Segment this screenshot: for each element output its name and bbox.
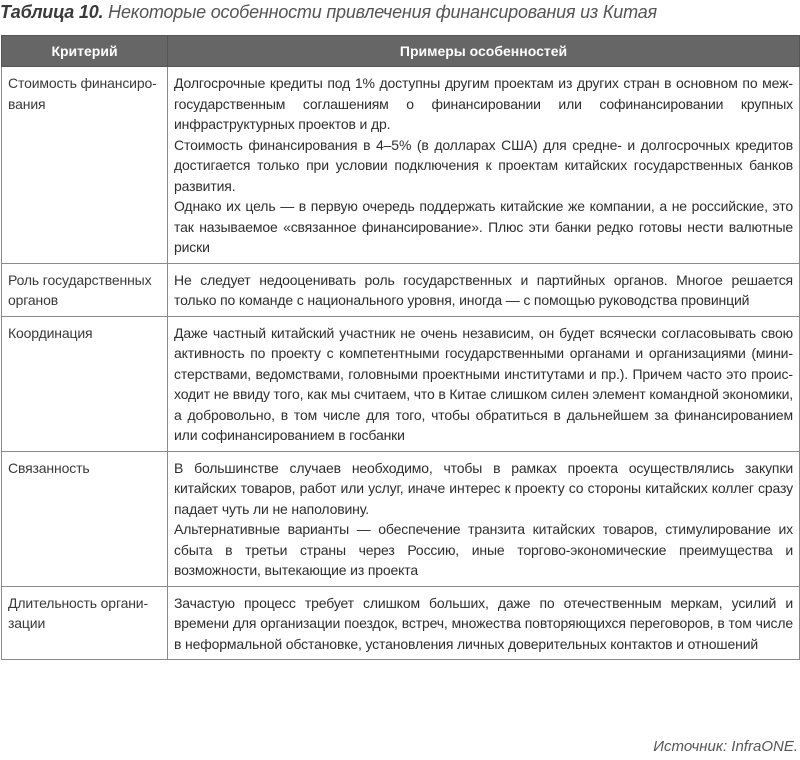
- table-row: [2, 316, 800, 451]
- header-features: Примеры особенностей: [168, 36, 800, 67]
- header-criterion: Критерий: [2, 36, 168, 67]
- table-row: [2, 67, 800, 264]
- criterion-cell: Роль государственных органов: [2, 263, 168, 316]
- table-title: Некоторые особенности привлечения финансирования из Китая: [108, 2, 657, 22]
- features-cell: [168, 263, 800, 316]
- feature-paragraph: Стоимость финансирования в 4–5% (в долларах США) для средне- и долгосрочных кредитов достигается только при условии подключения к проектам китайских государственных банков развития.: [174, 136, 793, 194]
- criterion-cell: Длительность организации: [2, 586, 168, 660]
- table-row: [2, 451, 800, 586]
- features-cell: [168, 316, 800, 451]
- table-row: [2, 586, 800, 660]
- features-cell: [168, 586, 800, 660]
- feature-paragraph: Долгосрочные кредиты под 1% доступны другим проектам из других стран в основном по межгосударственным соглашениям о финансировании или софинансировании крупных инфраструктурных проектов и др.: [174, 75, 793, 132]
- source-note: Источник: InfraONE.: [653, 738, 798, 755]
- header-row: [2, 36, 800, 67]
- feature-paragraph: Зачастую процесс требует слишком больших, даже по отечественным меркам, усилий и времени для организации поездок, встреч, множества повторяющихся переговоров, в том числе в неформальной обстановке, установления личных доверительных контактов и отношений: [174, 594, 793, 652]
- criterion-cell: Координация: [2, 316, 168, 451]
- criterion-cell: Стоимость финансирования: [2, 67, 168, 264]
- feature-paragraph: В большинстве случаев необходимо, чтобы в рамках проекта осуществлялись закупки китайских товаров, работ или услуг, иначе интерес к проекту со стороны китайских коллег сразу падает чуть ли не наполовину.: [174, 459, 793, 517]
- feature-paragraph: Не следует недооценивать роль государственных и партийных органов. Многое решается только по команде с национального уровня, иногда — с помощью руководства провинций: [174, 271, 793, 308]
- features-cell: [168, 67, 800, 264]
- features-table: [1, 35, 800, 660]
- features-cell: [168, 451, 800, 586]
- table-number: Таблица 10.: [0, 2, 104, 22]
- criterion-cell: Связанность: [2, 451, 168, 586]
- feature-paragraph: Альтернативные варианты — обеспечение транзита китайских товаров, стимулирование их сбыта в третьи страны через Россию, иные торгово-экономические преимущества и возможности, вытекающие из проекта: [174, 521, 793, 578]
- feature-paragraph: Однако их цель — в первую очередь поддержать китайские же компании, а не российские, это так называемое «связанное финансирование». Плюс эти банки редко готовы нести валютные риски: [174, 198, 793, 255]
- table-caption: [0, 0, 800, 28]
- table-row: [2, 263, 800, 316]
- feature-paragraph: Даже частный китайский участник не очень независим, он будет всячески согласовывать свою активность по проекту с компетентными государственными органами и организациями (министерствами, ведомствами, головными проектными институтами и пр.). Причем часто это происходит не ввиду того, как мы считаем, что в Китае слишком силен элемент командной экономики, а добровольно, в том числе для того, чтобы обратиться в дальнейшем за финансированием или софинансированием в госбанки: [174, 324, 793, 443]
